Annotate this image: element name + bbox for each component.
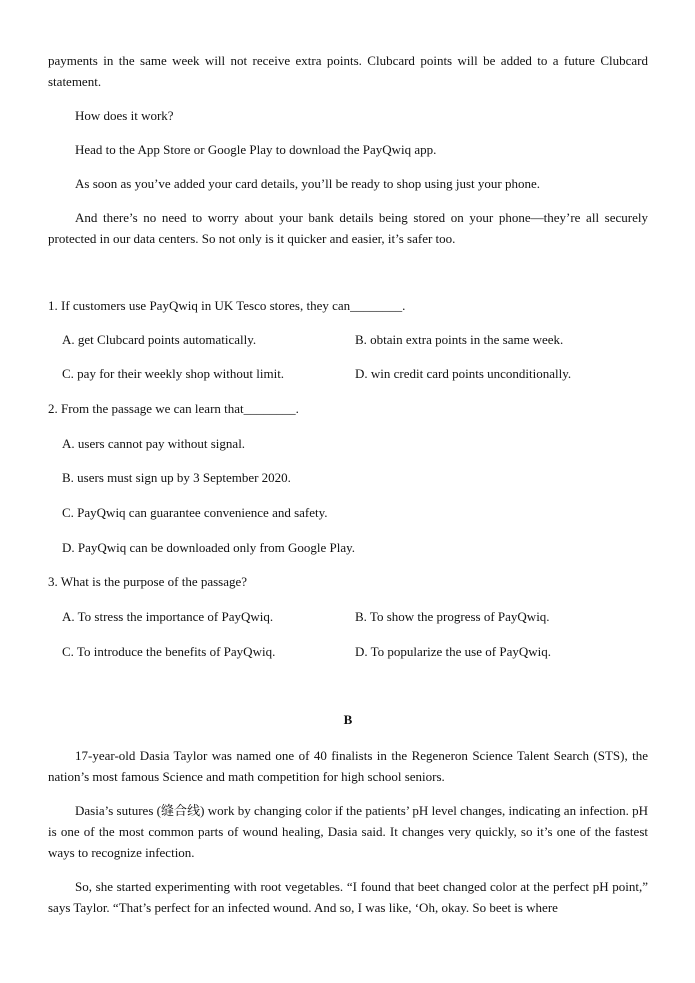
question-1-stem: 1. If customers use PayQwiq in UK Tesco stores, they can________. [48,298,406,313]
passage-b-title: B [343,712,353,727]
question-1 [48,295,648,384]
passage-a-step-1: Head to the App Store or Google Play to download the PayQwiq app. [75,142,437,157]
question-3 [48,571,648,662]
question-1-option-a: A. get Clubcard points automatically. [62,332,257,347]
question-2-option-b: B. users must sign up by 3 September 2020. [62,470,291,485]
question-2 [48,398,648,558]
question-1-option-d: D. win credit card points unconditionally. [355,366,572,381]
question-1-option-b: B. obtain extra points in the same week. [355,332,564,347]
passage-a-step-2: As soon as you’ve added your card details, you’ll be ready to shop using just your phone. [75,176,541,191]
passage-b-paragraph-1: 17-year-old Dasia Taylor was named one of 40 finalists in the Regeneron Science Talent Search (STS), the nation’s most famous Science and math competition for high school seniors. [48,748,648,784]
question-3-option-b: B. To show the progress of PayQwiq. [355,609,550,624]
passage-b-paragraph-2: Dasia’s sutures (缝合线) work by changing color if the patients’ pH level changes, indicating an infection. pH is one of the most common parts of wound healing, Dasia said. It changes very quickly, so it’s one of the fastest ways to recognize infection. [48,803,648,860]
question-2-option-d: D. PayQwiq can be downloaded only from Google Play. [62,540,356,555]
document-page [48,50,648,918]
question-2-stem: 2. From the passage we can learn that________. [48,401,299,416]
question-3-option-c: C. To introduce the benefits of PayQwiq. [62,644,276,659]
passage-a-safety: And there’s no need to worry about your bank details being stored on your phone—they’re all securely protected in our data centers. So not only is it quicker and easier, it’s safer too. [48,210,648,246]
question-3-stem: 3. What is the purpose of the passage? [48,574,248,589]
question-2-option-a: A. users cannot pay without signal. [62,436,246,451]
question-3-option-d: D. To popularize the use of PayQwiq. [355,644,551,659]
passage-b-paragraph-3: So, she started experimenting with root vegetables. “I found that beet changed color at the perfect pH point,” says Taylor. “That’s perfect for an infected wound. And so, I was like, ‘Oh, okay. So beet is where [48,879,648,915]
passage-a-heading: How does it work? [75,108,174,123]
passage-a-continuation: payments in the same week will not receive extra points. Clubcard points will be added to a future Clubcard statement. [48,53,648,89]
question-1-option-c: C. pay for their weekly shop without limit. [62,366,285,381]
question-2-option-c: C. PayQwiq can guarantee convenience and safety. [62,505,328,520]
question-3-option-a: A. To stress the importance of PayQwiq. [62,609,274,624]
